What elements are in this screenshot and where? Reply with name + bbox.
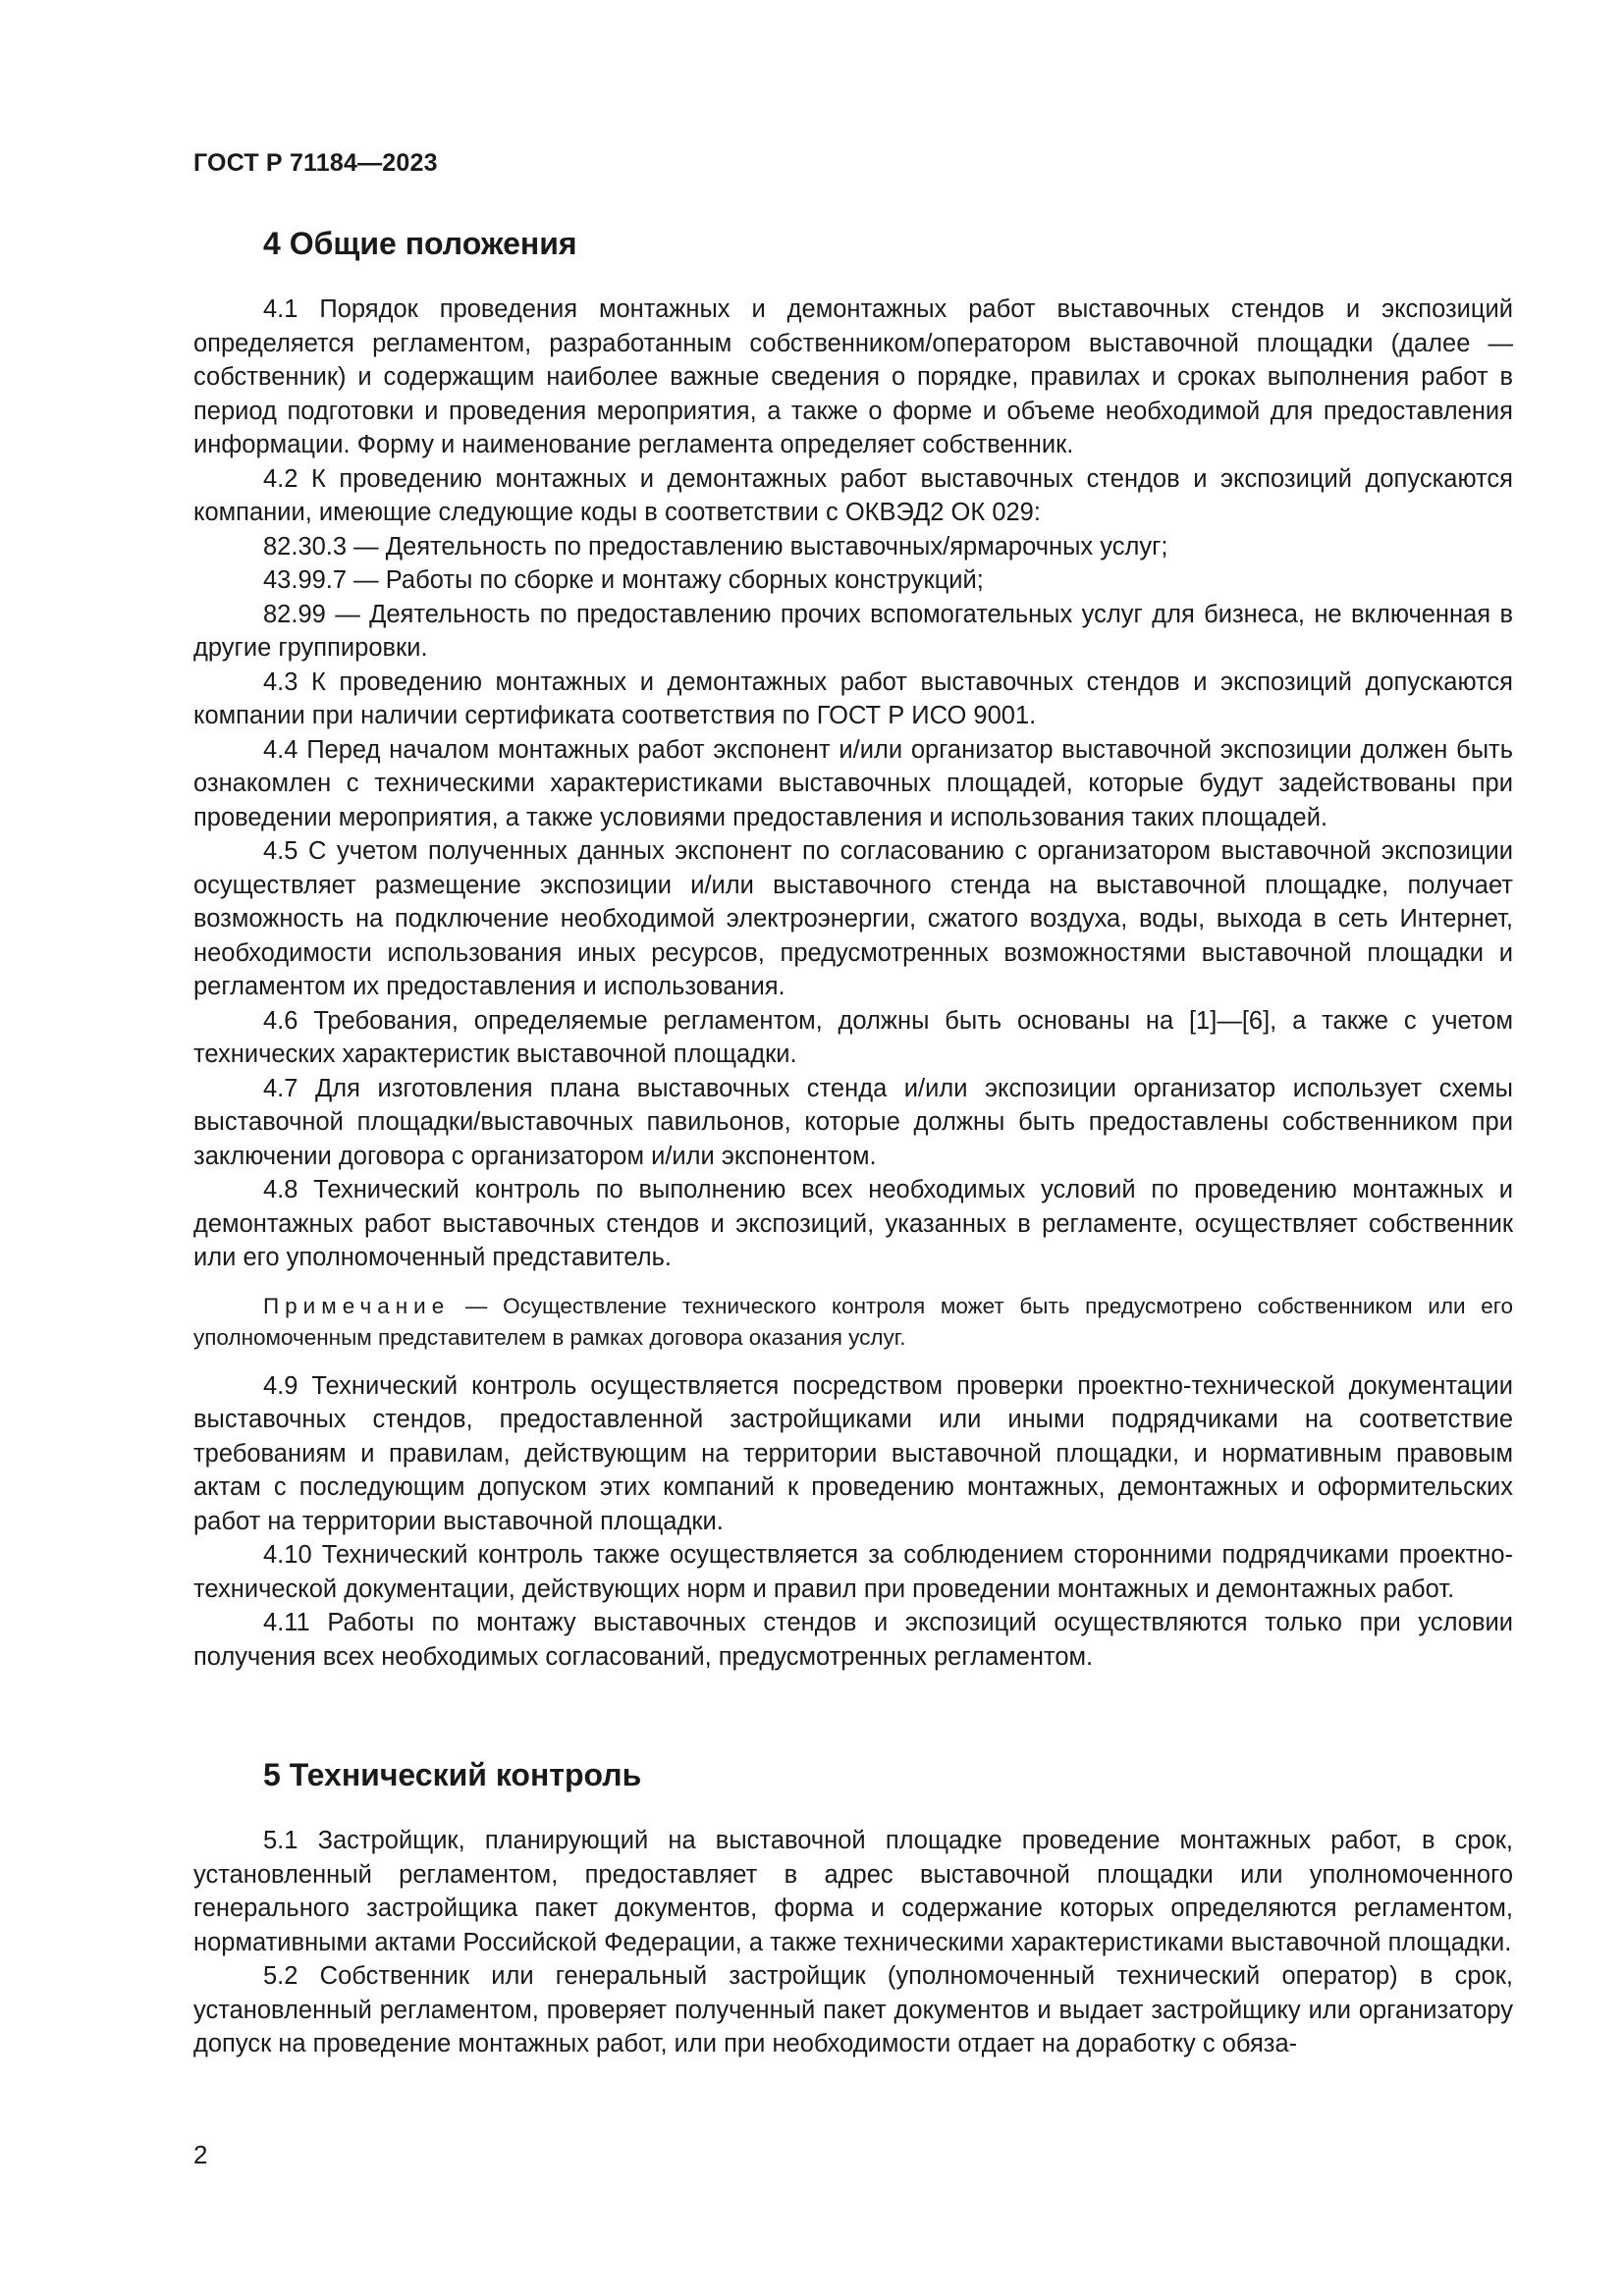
paragraph-4-6: 4.6 Требования, определяемые регламентом, должны быть основаны на [1]—[6], а также с учетом технических характеристик выставочной площадки.: [193, 1006, 1513, 1068]
section-title: 5 Технический контроль: [263, 1757, 642, 1792]
note-label: Примечание: [263, 1293, 451, 1318]
paragraph-4-3: 4.3 К проведению монтажных и демонтажных работ выставочных стендов и экспозиций допускаются компании при наличии сертификата соответствия по ГОСТ Р ИСО 9001.: [193, 667, 1513, 729]
section-4: [193, 224, 1513, 1674]
paragraph-4-4: 4.4 Перед началом монтажных работ экспонент и/или организатор выставочной экспозиции должен быть ознакомлен с техническими характеристиками выставочных площадей, которые будут задействованы при проведении мероприятия, а также условиями предоставления и использования таких площадей.: [193, 735, 1513, 831]
section-5: [193, 1755, 1513, 2061]
okved-code-43-99-7: 43.99.7 — Работы по сборке и монтажу сборных конструкций;: [263, 566, 984, 594]
paragraph-4-11: 4.11 Работы по монтажу выставочных стендов и экспозиций осуществляются только при условии получения всех необходимых согласований, предусмотренных регламентом.: [193, 1609, 1513, 1671]
paragraph-4-8: 4.8 Технический контроль по выполнению всех необходимых условий по проведению монтажных и демонтажных работ выставочных стендов и экспозиций, указанных в регламенте, осуществляет собственник или его уполномоченный представитель.: [193, 1176, 1513, 1271]
page-number: 2: [193, 2140, 208, 2169]
section-title: 4 Общие положения: [263, 226, 577, 261]
paragraph-4-10: 4.10 Технический контроль также осуществляется за соблюдением сторонними подрядчиками проектно-технической документации, действующих норм и правил при проведении монтажных и демонтажных работ.: [193, 1541, 1513, 1603]
document-code-header: ГОСТ Р 71184—2023: [193, 149, 438, 177]
paragraph-5-2: 5.2 Собственник или генеральный застройщик (уполномоченный технический оператор) в срок, установленный регламентом, проверяет полученный пакет документов и выдает застройщику или организатору допуск на проведение монтажных работ, или при необходимости отдает на доработку с обяза-: [193, 1962, 1513, 2057]
okved-code-82-30-3: 82.30.3 — Деятельность по предоставлению выставочных/ярмарочных услуг;: [263, 532, 1168, 561]
paragraph-5-1: 5.1 Застройщик, планирующий на выставочной площадке проведение монтажных работ, в срок, установленный регламентом, предоставляет в адрес выставочной площадки или уполномоченного генерального застройщика пакет документов, форма и содержание которых определяются регламентом, нормативными актами Российской Федерации, а также техническими характеристиками выставочной площадки.: [193, 1827, 1513, 1956]
paragraph-4-9: 4.9 Технический контроль осуществляется посредством проверки проектно-технической документации выставочных стендов, предоставленной застройщиками или иными подрядчиками на соответствие требованиям и правилам, действующим на территории выставочной площадки, и нормативным правовым актам с последующим допуском этих компаний к проведению монтажных, демонтажных и оформительских работ на территории выставочной площадки.: [193, 1371, 1513, 1535]
okved-code-82-99: 82.99 — Деятельность по предоставлению прочих вспомогательных услуг для бизнеса, не включенная в другие группировки.: [193, 600, 1513, 662]
note: [193, 1291, 1513, 1354]
paragraph-4-5: 4.5 С учетом полученных данных экспонент по согласованию с организатором выставочной экспозиции осуществляет размещение экспозиции и/или выставочного стенда на выставочной площадке, получает возможность на подключение необходимой электроэнергии, сжатого воздуха, воды, выхода в сеть Интернет, необходимости использования иных ресурсов, предусмотренных возможностями выставочной площадки и регламентом их предоставления и использования.: [193, 837, 1513, 1000]
paragraph-4-7: 4.7 Для изготовления плана выставочных стенда и/или экспозиции организатор использует схемы выставочной площадки/выставочных павильонов, которые должны быть предоставлены собственником при заключении договора с организатором и/или экспонентом.: [193, 1074, 1513, 1170]
paragraph-4-1: 4.1 Порядок проведения монтажных и демонтажных работ выставочных стендов и экспозиций определяется регламентом, разработанным собственником/оператором выставочной площадки (далее — собственник) и содержащим наиболее важные сведения о порядке, правилах и сроках выполнения работ в период подготовки и проведения мероприятия, а также о форме и объеме необходимой для предоставления информации. Форму и наименование регламента определяет собственник.: [193, 295, 1513, 458]
note-text: — Осуществление технического контроля может быть предусмотрено собственником или его уполномоченным представителем в рамках договора оказания услуг.: [193, 1293, 1513, 1350]
paragraph-4-2: 4.2 К проведению монтажных и демонтажных работ выставочных стендов и экспозиций допускаются компании, имеющие следующие коды в соответствии с ОКВЭД2 ОК 029:: [193, 464, 1513, 526]
